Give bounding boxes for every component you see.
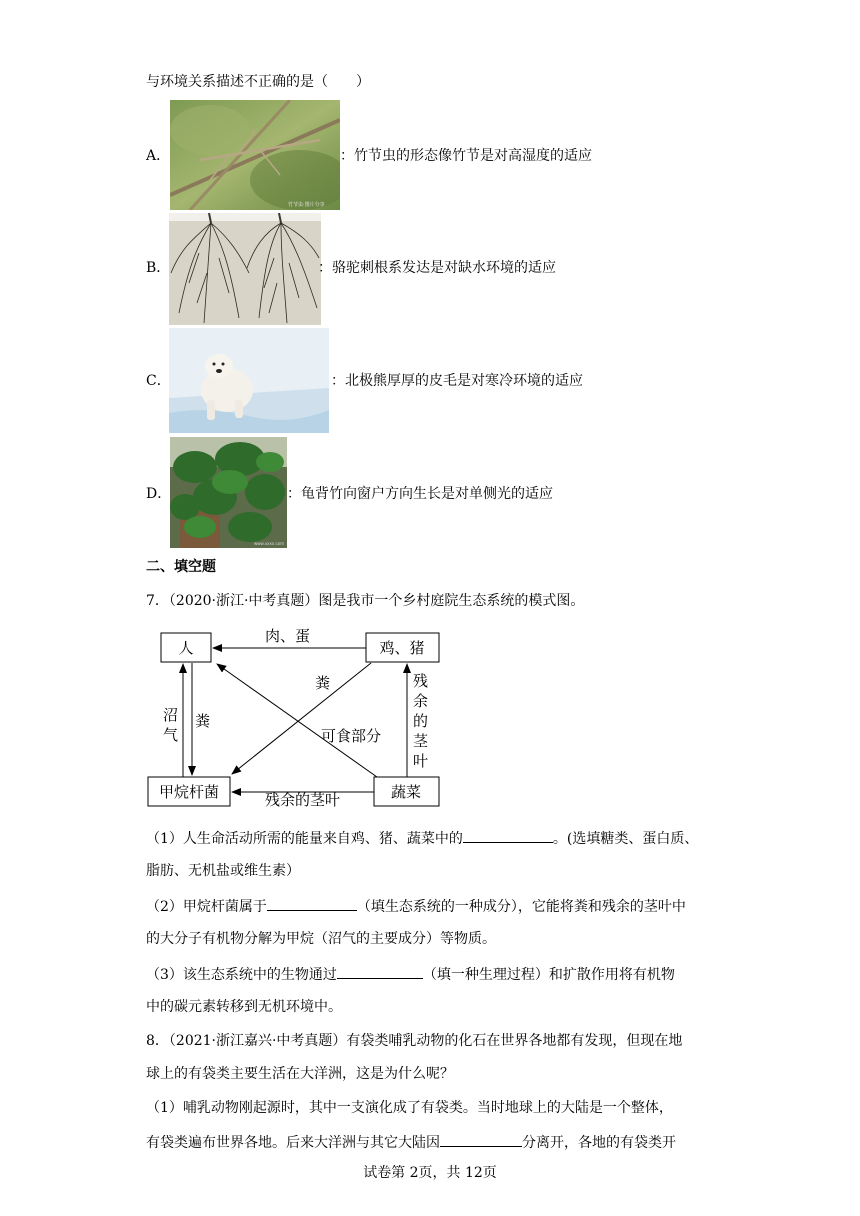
q7-p2b: （填生态系统的一种成分），它能将粪和残余的茎叶中 (356, 899, 686, 915)
label-leftover-v-1: 残 (413, 672, 429, 690)
q7-stem: 7．（2020·浙江·中考真题）图是我市一个乡村庭院生态系统的模式图。 (146, 593, 585, 609)
q7-part2-line2: 的大分子有机物分解为甲烷（沼气的主要成分）等物质。 (146, 931, 496, 947)
camelthorn-roots-illustration (169, 213, 321, 325)
q8-p1b: 有袋类遍布世界各地。后来大洋洲与其它大陆因 (146, 1135, 440, 1151)
watermark-d: www.xxxx.com (254, 541, 285, 546)
q7-part2-line1 (146, 896, 686, 917)
q8-part1-line2 (146, 1132, 676, 1153)
label-leftover-h: 残余的茎叶 (265, 791, 341, 809)
q7-part1-line1 (146, 828, 698, 849)
q7-part3-line1 (146, 964, 675, 985)
page-footer: 试卷第 2页，共 12页 (363, 1165, 497, 1181)
node-chicken-pig: 鸡、猪 (379, 639, 425, 657)
label-marsh-gas-1: 沼 (163, 706, 179, 724)
label-leftover-v-5: 叶 (413, 752, 429, 770)
option-c-text: ：北极熊厚厚的皮毛是对寒冷环境的适应 (331, 373, 583, 389)
watermark-a: 竹节虫·图片分享 (288, 202, 325, 208)
q8-stem-line2: 球上的有袋类主要生活在大洋洲，这是为什么呢？ (146, 1066, 454, 1082)
label-manure-cross: 粪 (315, 674, 331, 692)
q8-part1-line1: （1）哺乳动物刚起源时，其中一支演化成了有袋类。当时地球上的大陆是一个整体， (146, 1100, 673, 1116)
label-edible-part: 可食部分 (321, 727, 382, 745)
ecosystem-diagram (145, 622, 445, 812)
option-c-label: C． (146, 373, 171, 389)
option-a-label: A． (146, 148, 171, 164)
q7-p1b: 。(选填糖类、蛋白质、 (552, 831, 699, 847)
q7-blank-3[interactable] (337, 964, 423, 979)
q7-part3-line2: 中的碳元素转移到无机环境中。 (146, 999, 342, 1015)
q7-p1a: （1）人生命活动所需的能量来自鸡、猪、蔬菜中的 (146, 831, 463, 847)
polar-bear-photo (169, 328, 329, 433)
option-a-text: ：竹节虫的形态像竹节是对高湿度的适应 (340, 148, 592, 164)
q7-p3b: （填一种生理过程）和扩散作用将有机物 (422, 967, 675, 983)
option-d-text: ：龟背竹向窗户方向生长是对单侧光的适应 (287, 486, 553, 502)
arrow-edible-part (217, 664, 377, 777)
option-b-text: ：骆驼刺根系发达是对缺水环境的适应 (318, 260, 556, 276)
arrow-manure-cross (232, 663, 371, 774)
label-leftover-v-2: 余 (413, 692, 429, 710)
monstera-plant-photo (170, 437, 287, 548)
label-meat-egg: 肉、蛋 (265, 627, 311, 645)
q7-p2a: （2）甲烷杆菌属于 (146, 899, 267, 915)
label-marsh-gas-2: 气 (163, 726, 179, 744)
node-person: 人 (178, 639, 194, 657)
label-leftover-v-4: 茎 (413, 732, 429, 750)
q7-part1-line2: 脂肪、无机盐或维生素） (146, 863, 300, 879)
q7-p3a: （3）该生态系统中的生物通过 (146, 967, 337, 983)
question-intro: 与环境关系描述不正确的是（ ） (146, 74, 370, 90)
q7-blank-1[interactable] (463, 828, 553, 843)
label-leftover-v-3: 的 (413, 712, 429, 730)
node-vegetable: 蔬菜 (390, 783, 422, 801)
q8-stem-line1: 8．（2021·浙江嘉兴·中考真题）有袋类哺乳动物的化石在世界各地都有发现，但现在地 (146, 1033, 683, 1049)
stick-insect-photo (170, 100, 340, 210)
option-b-label: B． (146, 260, 171, 276)
label-manure-left: 粪 (195, 712, 211, 730)
option-d-label: D． (146, 486, 172, 502)
q7-blank-2[interactable] (267, 896, 357, 911)
q8-blank-1[interactable] (440, 1132, 522, 1147)
node-methanogen: 甲烷杆菌 (158, 783, 220, 801)
section-title: 二、填空题 (146, 559, 216, 575)
q8-p1c: 分离开，各地的有袋类开 (522, 1135, 676, 1151)
